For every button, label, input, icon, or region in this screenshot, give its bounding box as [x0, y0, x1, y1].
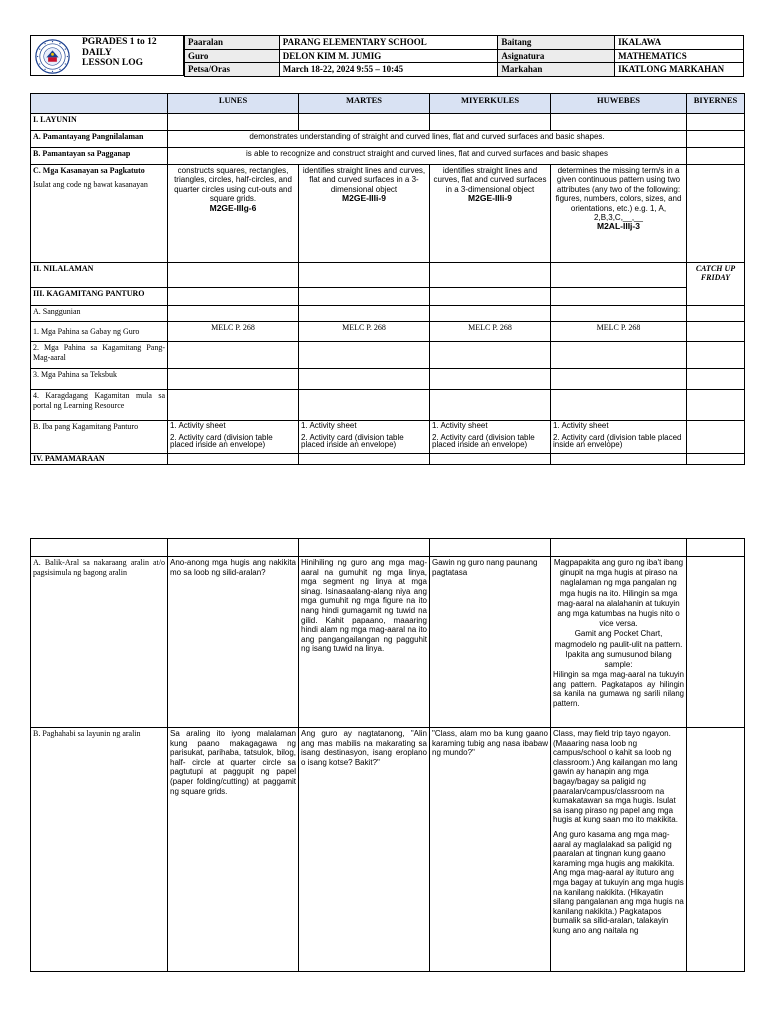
resources-row	[31, 288, 745, 306]
competency-text: identifies straight lines and curves, flat and curved surfaces in a 3-dimensional object	[302, 166, 426, 194]
logo-cell	[30, 35, 184, 76]
learner-material-label: 2. Mga Pahina sa Kagamitang Pang- Mag-aaral	[31, 342, 168, 369]
content-standard-text: demonstrates understanding of straight and curved lines, flat and curved surfaces and basic shapes.	[168, 131, 687, 148]
textbook-label: 3. Mga Pahina sa Teksbuk	[31, 369, 168, 390]
other-materials-row	[31, 421, 745, 454]
school-value: PARANG ELEMENTARY SCHOOL	[279, 36, 498, 50]
competency-row	[31, 165, 745, 263]
competency-code: M2GE-IIIi-9	[342, 193, 386, 204]
content-row	[31, 263, 745, 288]
resources-heading: III. KAGAMITANG PANTURO	[31, 288, 168, 306]
performance-standard-text: is able to recognize and construct straight and curved lines, flat and curved surfaces and basic shapes	[168, 148, 687, 165]
material-2: 2. Activity card (division table placed inside an envelope)	[432, 433, 535, 449]
quarter-label: Markahan	[498, 63, 615, 77]
day-tuesday: MARTES	[299, 94, 430, 114]
purpose-label: B. Paghahabi sa layunin ng aralin	[31, 728, 168, 972]
lr-portal-row	[31, 390, 745, 421]
material-2: 2. Activity card (division table placed inside an envelope)	[170, 433, 273, 449]
purpose-wednesday: "Class, alam mo ba kung gaano karaming tubig ang nasa ibabaw ng mundo?"	[430, 728, 551, 972]
date-label: Petsa/Oras	[185, 63, 280, 77]
competency-code: M2GE-IIIi-9	[468, 193, 512, 204]
title-line-3: LESSON LOG	[82, 58, 143, 68]
materials-thursday	[551, 421, 687, 454]
material-1: 1. Activity sheet	[301, 421, 357, 430]
material-1: 1. Activity sheet	[553, 421, 609, 430]
content-standard-label: A. Pamantayang Pangnilalaman	[31, 131, 168, 148]
day-wednesday: MIYERKULES	[430, 94, 551, 114]
competency-thursday	[551, 165, 687, 263]
grade-value: IKALAWA	[615, 36, 744, 50]
material-2: 2. Activity card (division table placed inside an envelope)	[301, 433, 404, 449]
catch-up-friday: CATCH UP FRIDAY	[687, 263, 745, 306]
learner-material-row	[31, 342, 745, 369]
review-thursday-p3: Hilingin sa mga mag-aaral na tukuyin ang pattern. Pagkatapos ay hilingin sa kanila na gumawa ng sarili nilang pattern.	[553, 670, 684, 709]
content-standard-row	[31, 131, 745, 148]
competency-code: M2AL-IIIj-3	[597, 221, 640, 232]
competency-sub: Isulat ang code ng bawat kasanayan	[33, 180, 148, 189]
material-1: 1. Activity sheet	[170, 421, 226, 430]
teacher-guide-wednesday: MELC P. 268	[430, 322, 551, 342]
materials-wednesday	[430, 421, 551, 454]
textbook-row	[31, 369, 745, 390]
day-header-row	[31, 94, 745, 114]
lesson-plan-table	[30, 93, 745, 465]
competency-code: M2GE-IIIg-6	[209, 202, 257, 213]
references-label: A. Sanggunian	[31, 306, 168, 322]
review-monday: Ano-anong mga hugis ang nakikita mo sa loob ng silid-aralan?	[168, 557, 299, 728]
review-thursday	[551, 557, 687, 728]
review-tuesday: Hinihiling ng guro ang mga mag-aaral na gumuhit ng mga linya, mga segment ng linya at mga sinag. Isinasaalang-alang niya ang mga gumuhit ng mga figure na ito nang hindi gumagamit ng tuwid na gilid. Kahit papaano, maaaring hindi alam ng mga mag-aaral na ito ang pangangailangan ng pagguhit ng isang tuwid na linya.	[299, 557, 430, 728]
competency-text: identifies straight lines and curves, flat and curved surfaces in a 3-dimensional object	[433, 166, 547, 194]
procedures-row	[31, 454, 745, 465]
procedures-heading: IV. PAMAMARAAN	[31, 454, 168, 465]
competency-wednesday	[430, 165, 551, 263]
material-2: 2. Activity card (division table placed inside an envelope)	[553, 433, 682, 449]
day-friday: BIYERNES	[687, 94, 745, 114]
day-header-blank	[31, 94, 168, 114]
teacher-guide-tuesday: MELC P. 268	[299, 322, 430, 342]
review-thursday-p1: Magpapakita ang guro ng iba't ibang ginupit na mga hugis at piraso na naglalaman ng mga pangalan ng mga hugis na ito. Hilingin sa mga mag-aaral na alalahanin at tukuyin ang mga katumbas na hugis nito o vice versa.	[553, 558, 684, 629]
subject-label: Asignatura	[498, 49, 615, 63]
teacher-label: Guro	[185, 49, 280, 63]
review-row	[31, 557, 745, 728]
day-monday: LUNES	[168, 94, 299, 114]
school-label: Paaralan	[185, 36, 280, 50]
materials-monday	[168, 421, 299, 454]
competency-monday	[168, 165, 299, 263]
competency-text: constructs squares, rectangles, triangles, circles, half-circles, and quarter circles using cut-outs and square grids.	[174, 166, 292, 204]
objectives-row	[31, 114, 745, 131]
procedures-table	[30, 538, 745, 972]
deped-seal-logo	[35, 39, 70, 74]
info-table	[184, 35, 744, 77]
review-wednesday: Gawin ng guro nang paunang pagtatasa	[430, 557, 551, 728]
date-value: March 18-22, 2024 9:55 – 10:45	[279, 63, 498, 77]
performance-standard-label: B. Pamantayan sa Pagganap	[31, 148, 168, 165]
purpose-thursday-p2: Ang guro kasama ang mga mag-aaral ay maglalakad sa paligid ng paaralan at tingnan kung gaano karaming mga hugis ang makikita. Ang mga mag-aaral ay ituturo ang mga bagay at tukuyin ang mga hugis na kanilang nakikita. (Hikayatin silang pangalanan ang mga hugis na kanilang nakikita.) Pagkatapos bumalik sa silid-aralan, talakayin kung ano ang naitala ng	[553, 829, 684, 935]
procedures-blank-row	[31, 539, 745, 557]
purpose-row	[31, 728, 745, 972]
teacher-guide-thursday: MELC P. 268	[551, 322, 687, 342]
teacher-guide-monday: MELC P. 268	[168, 322, 299, 342]
purpose-monday: Sa araling ito iyong malalaman kung paano makagagawa ng parisukat, parihaba, tatsulok, bilog, half- circle at quarter circle sa pagtutupi at paggupit ng papel (paper folding/cutting) at paggamit ng square grids.	[168, 728, 299, 972]
grade-label: Baitang	[498, 36, 615, 50]
title-line-2: DAILY	[82, 47, 112, 58]
other-materials-label: B. Iba pang Kagamitang Panturo	[31, 421, 168, 454]
purpose-thursday	[551, 728, 687, 972]
quarter-value: IKATLONG MARKAHAN	[615, 63, 744, 77]
lr-portal-label: 4. Karagdagang Kagamitan mula sa portal ng Learning Resource	[31, 390, 168, 421]
review-label: A. Balik-Aral sa nakaraang aralin at/o pagsisimula ng bagong aralin	[31, 557, 168, 728]
content-heading: II. NILALAMAN	[31, 263, 168, 288]
teacher-value: DELON KIM M. JUMIG	[279, 49, 498, 63]
material-1: 1. Activity sheet	[432, 421, 488, 430]
competency-label: C. Mga Kasanayan sa Pagkatuto	[33, 166, 145, 175]
competency-text: determines the missing term/s in a given continuous pattern using two attributes (any two of the following: figures, numbers, colors, sizes, and orientations, etc.) e.g. 1, A, 2,B,3,C,__,__	[555, 166, 682, 223]
performance-standard-row	[31, 148, 745, 165]
teacher-guide-row	[31, 322, 745, 342]
lesson-log-title	[82, 37, 157, 69]
purpose-thursday-p1: Class, may field trip tayo ngayon. (Maaaring nasa loob ng campus/school o kahit sa loob ng classroom.) Ang kailangan mo lang gawin ay hanapin ang mga bagay/bagay sa paligid ng paaralan/campus/classroom na kumakatawan sa mga hugis. Isulat sa isang piraso ng papel ang mga hugis at kung saan mo ito makikita.	[553, 729, 678, 825]
teacher-guide-label: 1. Mga Pahina sa Gabay ng Guro	[31, 322, 168, 342]
day-thursday: HUWEBES	[551, 94, 687, 114]
title-line-1: PGRADES 1 to 12	[82, 37, 157, 47]
competency-tuesday	[299, 165, 430, 263]
competency-label-cell	[31, 165, 168, 263]
lesson-log-header	[30, 35, 744, 76]
objectives-heading: I. LAYUNIN	[31, 114, 168, 131]
subject-value: MATHEMATICS	[615, 49, 744, 63]
purpose-tuesday: Ang guro ay nagtatanong, "Alin ang mas mabilis na makarating sa isang destinasyon, isang eroplano o isang kotse? Bakit?"	[299, 728, 430, 972]
references-row	[31, 306, 745, 322]
materials-tuesday	[299, 421, 430, 454]
review-thursday-p2: Gamit ang Pocket Chart, magmodelo ng paulit-ulit na pattern. Ipakita ang sumusunod bilang sample:	[554, 629, 683, 670]
